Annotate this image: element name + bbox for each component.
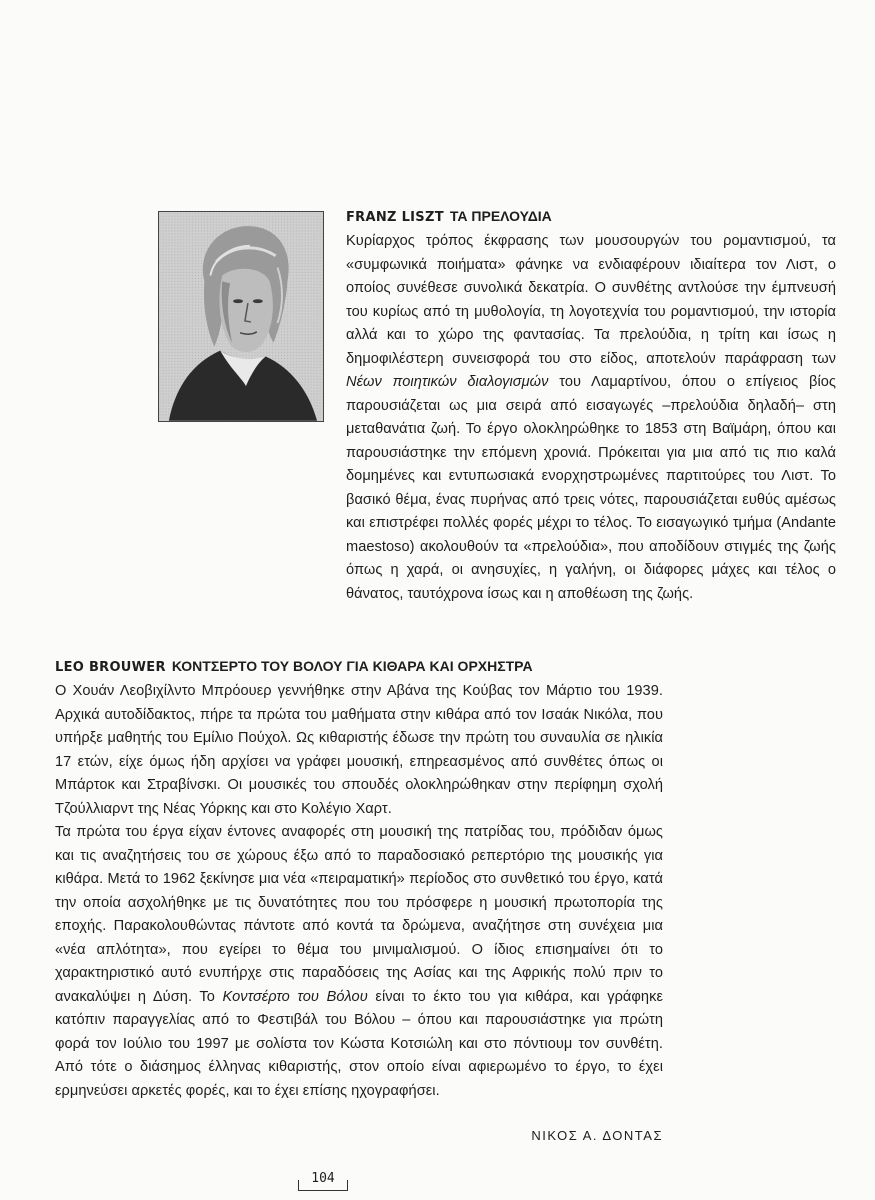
liszt-section [346,206,836,606]
liszt-portrait [158,211,324,422]
page-number-rule [298,1190,348,1191]
page-number: 104 [311,1171,335,1186]
brouwer-heading [55,656,663,678]
text-run: Τα πρώτα του έργα είχαν έντονες αναφορές στη μουσική της πατρίδας του, πρόδιδαν όμως και τις αναζητήσεις του σε χώρους έξω από το παραδοσιακό ρεπερτόριο της μουσικής για κιθάρα. Μετά το 1962 ξεκίνησε μια νέα «πειραματική» περίοδος στο συνθετικό του έργο, κατά την οποία ασχολήθηκε με τις δυνατότητες που του πρόσφερε η μουσική πρωτοπορία της εποχής. Παρακολουθώντας πάντοτε από κοντά τα δρώμενα, αναζήτησε στη συνέχεια μια «νέα απλότητα», που εγείρει το θέμα του μινιμαλισμού. Ο ίδιος επισημαίνει ότι το χαρακτηριστικό αυτό ενυπήρχε στις παραδόσεις της Ασίας και της Αφρικής πολύ πριν το ανακαλύψει η Δύση. Το [55,824,663,1005]
brouwer-section [55,656,663,1103]
author-signature: ΝΙΚΟΣ Α. ΔΟΝΤΑΣ [531,1128,663,1143]
text-run: είναι το έκτο του για κιθάρα, και γράφηκε κατόπιν παραγγελίας από το Φεστιβάλ του Βόλου – όπου και παρουσιάστηκε για πρώτη φορά τον Ιούλιο του 1997 με σολίστα τον Κώστα Κοτσιώλη και στο πόντιουμ τον συνθέτη. Από τότε ο διάσημος έλληνας κιθαριστής, στον οποίο είναι αφιερωμένο το έργο, το έχει ερμηνεύσει αρκετές φορές, και το έχει επίσης ηχογραφήσει. [55,988,663,1099]
composer-name: FRANZ LISZT [346,210,444,225]
liszt-portrait-drawing [159,212,323,421]
work-title: ΤΑ ΠΡΕΛΟΥΔΙΑ [449,208,552,224]
brouwer-paragraph-2 [55,821,663,1103]
text-run: Κυρίαρχος τρόπος έκφρασης των μουσουργών του ρομαντισμού, τα «συμφωνικά ποιήματα» φάνηκε να ενδιαφέρουν ιδιαίτερα τον Λιστ, ο οποίος συνέθεσε συνολικά δεκατρία. Ο συνθέτης αντλούσε την έμπνευσή του κυρίως από τη μυθολογία, τη λογοτεχνία του ρομαντισμού, την ιστορία αλλά και το χώρο της φαντασίας. Τα πρελούδια, η τρίτη και ίσως η δημοφιλέστερη συνεισφορά του στο είδος, αποτελούν παράφραση των [346,233,836,367]
text-run: του Λαμαρτίνου, όπου ο επίγειος βίος παρουσιάζεται ως μια σειρά από εισαγωγές –πρελούδια δηλαδή– στη μεταθανάτια ζωή. Το έργο ολοκληρώθηκε το 1853 στη Βαϊμάρη, όπου και παρουσιάστηκε την επόμενη χρονιά. Πρόκειται για μια από τις πιο καλά δομημένες και εντυπωσιακά ενορχηστρωμένες παρτιτούρες του Λιστ. Το βασικό θέμα, ένας πυρήνας από τρεις νότες, παρουσιάζεται ευθύς αμέσως και επιστρέφει πολλές φορές μέχρι το τέλος. Το εισαγωγικό τμήμα (Andante maestoso) ακολουθούν τα «πρελούδια», που αποδίδουν στιγμές της ζωής όπως η χαρά, οι ανησυχίες, η γαλήνη, οι διάφορες μάχες και τέλος ο θάνατος, ταυτόχρονα ίσως και η αποθέωση της ζωής. [346,374,836,602]
composer-name: LEO BROUWER [55,660,166,675]
liszt-paragraph [346,230,836,606]
italic-title: Κοντσέρτο του Βόλου [222,988,368,1005]
liszt-heading [346,206,836,228]
work-title: ΚΟΝΤΣΕΡΤΟ ΤΟΥ ΒΟΛΟΥ ΓΙΑ ΚΙΘΑΡΑ ΚΑΙ ΟΡΧΗΣΤΡΑ [171,658,533,674]
brouwer-paragraph-1: Ο Χουάν Λεοβιχίλντο Μπρόουερ γεννήθηκε στην Αβάνα της Κούβας τον Μάρτιο του 1939. Αρχικά αυτοδίδακτος, πήρε τα πρώτα του μαθήματα στην κιθάρα από τον Ισαάκ Νικόλα, που υπήρξε μαθητής του Εμίλιο Πούχολ. Ως κιθαριστής έδωσε την πρώτη του συναυλία σε ηλικία 17 ετών, είχε όμως ήδη αρχίσει να γράφει μουσική, επηρεασμένος από συνθέτες όπως οι Μπάρτοκ και Στραβίνσκι. Οι μουσικές του σπουδές ολοκληρώθηκαν στην περίφημη σχολή Τζούλλιαρντ της Νέας Υόρκης και στο Κολέγιο Χαρτ. [55,683,663,817]
italic-title: Νέων ποιητικών διαλογισμών [346,374,549,390]
